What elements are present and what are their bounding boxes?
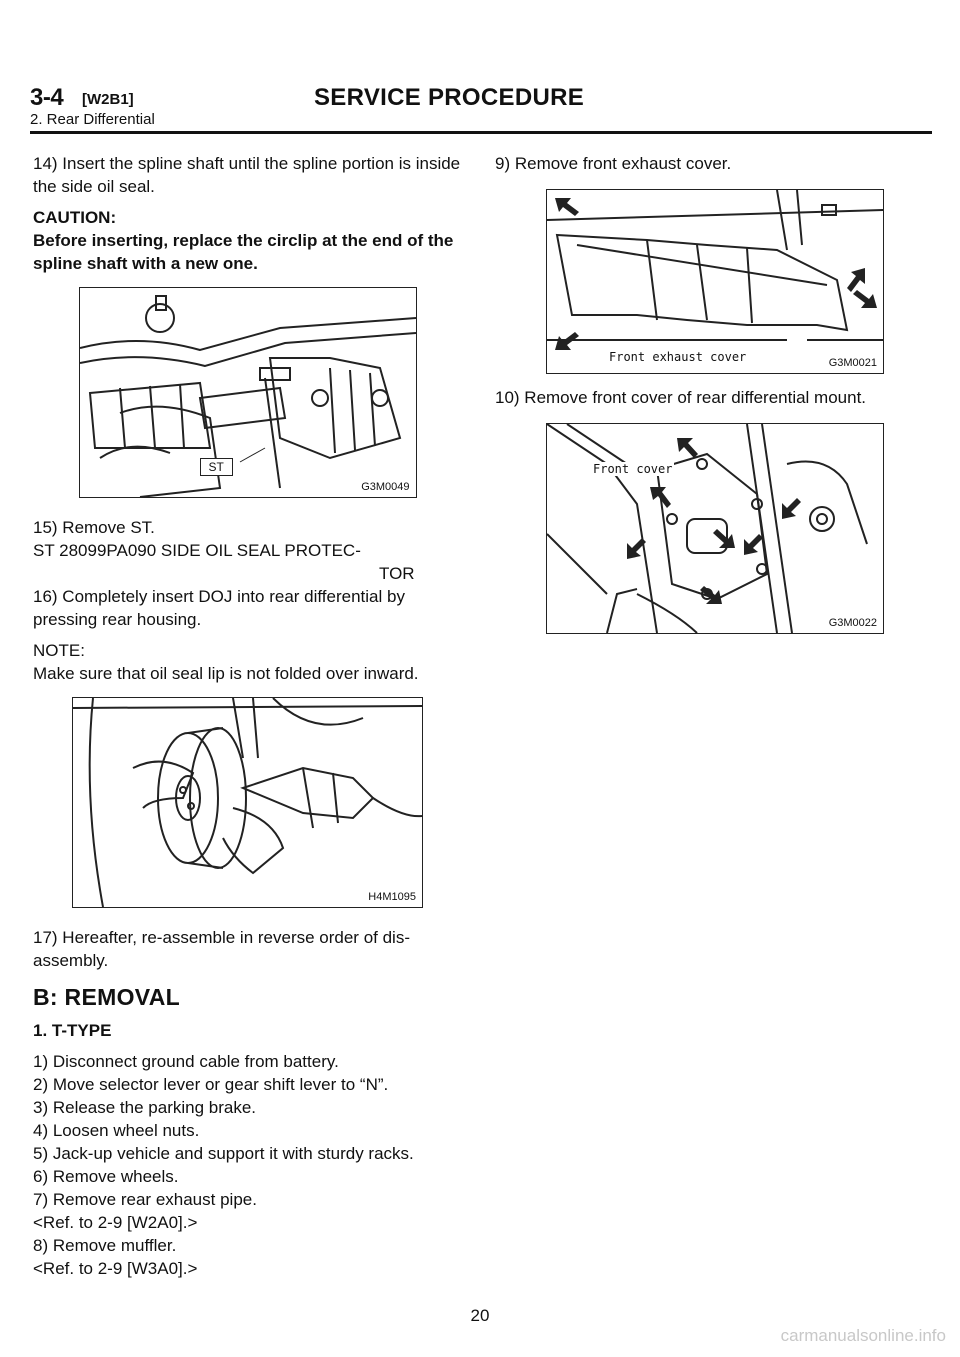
removal-step: 2) Move selector lever or gear shift lever to “N”. (33, 1075, 389, 1094)
removal-step: 6) Remove wheels. (33, 1167, 179, 1186)
removal-step: 8) Remove muffler. (33, 1236, 177, 1255)
doj-insert-illustration (73, 698, 422, 907)
subsection-title: 2. Rear Differential (30, 111, 155, 128)
page-title: SERVICE PROCEDURE (314, 84, 585, 111)
removal-step: 7) Remove rear exhaust pipe. (33, 1190, 257, 1209)
step-15: 15) Remove ST. (33, 518, 155, 537)
removal-step: 1) Disconnect ground cable from battery. (33, 1052, 339, 1071)
spline-shaft-illustration (80, 288, 416, 497)
figure-code: H4M1095 (368, 891, 416, 903)
section-number: 3-4 (30, 84, 64, 111)
caution-label: CAUTION: (33, 208, 117, 227)
removal-step: 5) Jack-up vehicle and support it with sturdy racks. (33, 1144, 414, 1163)
right-column (495, 152, 935, 634)
st-tool-line-cont: TOR (379, 564, 415, 583)
removal-step: 3) Release the parking brake. (33, 1098, 257, 1117)
figure-label-front-cover: Front cover (593, 462, 673, 476)
figure-label-front-exhaust-cover: Front exhaust cover (609, 350, 747, 364)
page-number: 20 (470, 1306, 490, 1325)
figure-spline-shaft (79, 287, 417, 498)
section-code: [W2B1] (82, 91, 134, 108)
front-cover-illustration (547, 424, 883, 633)
heading-t-type: 1. T-TYPE (33, 1021, 112, 1040)
heading-removal: B: REMOVAL (33, 984, 180, 1010)
st-tool-line: ST 28099PA090 SIDE OIL SEAL PROTEC- (33, 541, 361, 560)
reference-link: <Ref. to 2-9 [W3A0].> (33, 1259, 198, 1278)
figure-front-exhaust-cover (546, 189, 884, 374)
figure-code: G3M0049 (361, 481, 410, 493)
watermark: carmanualsonline.info (780, 1326, 946, 1345)
caution-text: Before inserting, replace the circlip at the end of the spline shaft with a new one. (33, 231, 454, 273)
note-text: Make sure that oil seal lip is not folded over inward. (33, 664, 419, 683)
figure-doj-insert (72, 697, 423, 908)
step-9: 9) Remove front exhaust cover. (495, 154, 732, 173)
figure-front-cover (546, 423, 884, 634)
figure-code: G3M0022 (828, 617, 877, 629)
step-16: 16) Completely insert DOJ into rear differential by pressing rear housing. (33, 587, 405, 629)
header-divider (30, 131, 932, 134)
left-column (33, 152, 462, 1280)
step-10: 10) Remove front cover of rear differential mount. (495, 388, 867, 407)
step-14: 14) Insert the spline shaft until the spline portion is inside the side oil seal. (33, 154, 461, 196)
figure-label-st: ST (200, 458, 233, 476)
note-label: NOTE: (33, 641, 85, 660)
reference-link: <Ref. to 2-9 [W2A0].> (33, 1213, 198, 1232)
removal-step: 4) Loosen wheel nuts. (33, 1121, 200, 1140)
figure-code: G3M0021 (828, 357, 877, 369)
step-17: 17) Hereafter, re-assemble in reverse order of dis-assembly. (33, 928, 410, 970)
exhaust-cover-illustration (547, 190, 883, 373)
